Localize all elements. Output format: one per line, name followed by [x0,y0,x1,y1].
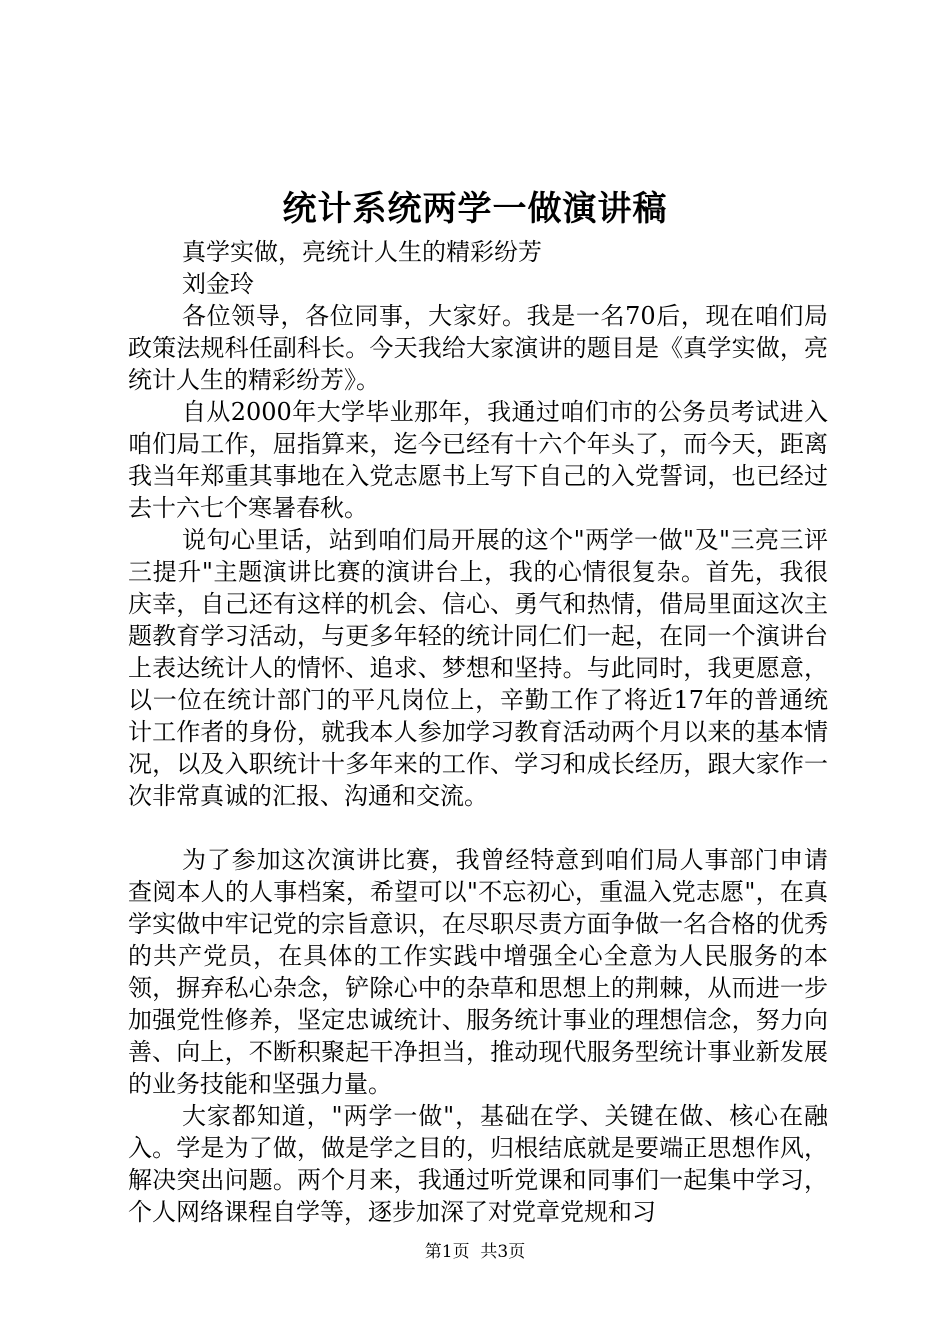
subtitle-paragraph: 真学实做，亮统计人生的精彩纷芳 [182,238,542,266]
document-body [128,236,828,1228]
author-paragraph: 刘金玲 [182,270,254,298]
body-paragraph: 自从2000年大学毕业那年，我通过咱们市的公务员考试进入咱们局工作，屈指算来，迄今已经有十六个年头了，而今天，距离我当年郑重其事地在入党志愿书上写下自己的入党誓词，也已经过去十六七个寒暑春秋。 [128,398,828,522]
page-footer: 第1页 共3页 [424,1242,526,1262]
body-paragraph: 各位领导，各位同事，大家好。我是一名70后，现在咱们局政策法规科任副科长。今天我给大家演讲的题目是《真学实做，亮统计人生的精彩纷芳》。 [128,302,828,394]
document-title: 统计系统两学一做演讲稿 [282,189,668,229]
body-paragraph: 说句心里话，站到咱们局开展的这个"两学一做"及"三亮三评三提升"主题演讲比赛的演讲台上，我的心情很复杂。首先，我很庆幸，自己还有这样的机会、信心、勇气和热情，借局里面这次主题教育学习活动，与更多年轻的统计同仁们一起，在同一个演讲台上表达统计人的情怀、追求、梦想和坚持。与此同时，我更愿意，以一位在统计部门的平凡岗位上，辛勤工作了将近17年的普通统计工作者的身份，就我本人参加学习教育活动两个月以来的基本情况，以及入职统计十多年来的工作、学习和成长经历，跟大家作一次非常真诚的汇报、沟通和交流。 [128,526,828,810]
body-paragraph: 为了参加这次演讲比赛，我曾经特意到咱们局人事部门申请查阅本人的人事档案，希望可以"不忘初心，重温入党志愿"，在真学实做中牢记党的宗旨意识，在尽职尽责方面争做一名合格的优秀的共产党员，在具体的工作实践中增强全心全意为人民服务的本领，摒弃私心杂念，铲除心中的杂草和思想上的荆棘，从而进一步加强党性修养，坚定忠诚统计、服务统计事业的理想信念，努力向善、向上，不断积聚起干净担当，推动现代服务型统计事业新发展的业务技能和坚强力量。 [128,846,828,1098]
body-paragraph: 大家都知道，"两学一做"，基础在学、关键在做、核心在融入。学是为了做，做是学之目的，归根结底就是要端正思想作风，解决突出问题。两个月来，我通过听党课和同事们一起集中学习，个人网络课程自学等，逐步加深了对党章党规和习 [128,1102,828,1226]
